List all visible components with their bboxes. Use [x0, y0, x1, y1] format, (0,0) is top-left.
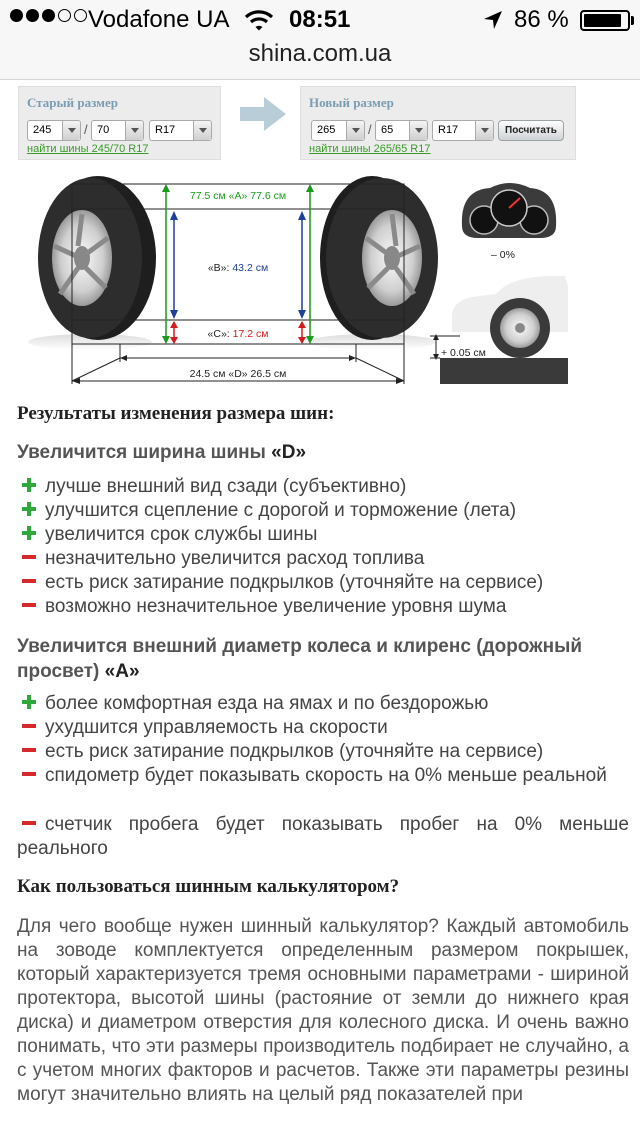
old-size-title: Старый размер	[27, 95, 119, 110]
dimension-c	[170, 321, 306, 344]
separator-slash: /	[368, 122, 372, 137]
car-clearance-image	[430, 276, 568, 384]
minus-icon	[17, 816, 45, 830]
minus-icon	[17, 719, 45, 733]
new-profile-select[interactable]	[375, 120, 428, 141]
list-item: счетчик пробега будет показывать пробег на 0% меньше реального	[17, 814, 629, 859]
speedometer-icon	[462, 183, 556, 238]
dimension-c-value: 17.2 см	[232, 328, 269, 340]
dimension-d	[72, 355, 404, 384]
list-item: спидометр будет показывать скорость на 0% меньше реальной	[17, 764, 629, 788]
minus-icon	[17, 743, 45, 757]
new-rim-value: R17	[438, 124, 459, 136]
find-old-tires-link[interactable]: найти шины 245/70 R17	[27, 143, 149, 155]
find-new-tires-link[interactable]: найти шины 265/65 R17	[309, 143, 431, 155]
howto-title: Как пользоваться шинным калькулятором?	[17, 876, 400, 897]
carrier-name: Vodafone UA	[88, 6, 230, 33]
plus-icon	[17, 695, 45, 709]
list-item: улучшится сцепление с дорогой и торможение (лета)	[17, 499, 629, 523]
speed-change-label: – 0%	[491, 249, 515, 261]
new-profile-value: 65	[381, 124, 394, 136]
new-size-panel	[300, 86, 576, 160]
minus-icon	[17, 767, 45, 781]
status-bar	[0, 0, 640, 40]
dimension-b-value: 43.2 см	[232, 262, 269, 274]
calculate-button[interactable]: Посчитать	[498, 120, 564, 141]
plus-icon	[17, 478, 45, 492]
list-item: более комфортная езда на ямах и по бездорожью	[17, 692, 629, 716]
list-item: лучше внешний вид сзади (субъективно)	[17, 475, 629, 499]
old-width-value: 245	[33, 124, 52, 136]
old-size-panel	[18, 86, 221, 160]
list-item: ухудшится управляемость на скорости	[17, 716, 629, 740]
new-width-value: 265	[317, 124, 336, 136]
dimension-b-label: «B»: 43.2 см	[207, 262, 269, 274]
section-heading-diameter: Увеличится внешний диаметр колеса и клиренс (дорожный просвет) «А»	[17, 636, 583, 682]
wifi-icon	[244, 8, 274, 39]
clearance-change-label: + 0.05 см	[441, 347, 486, 359]
minus-icon	[17, 574, 45, 588]
width-marker: «D»	[271, 442, 307, 463]
plus-icon	[17, 502, 45, 516]
minus-icon	[17, 550, 45, 564]
dimension-b	[170, 211, 306, 319]
list-item: есть риск затирание подкрылков (уточняйте на сервисе)	[17, 571, 629, 595]
old-rim-select[interactable]	[149, 120, 212, 141]
chevron-down-icon	[193, 121, 211, 140]
new-size-title: Новый размер	[309, 95, 394, 110]
list-item: незначительно увеличится расход топлива	[17, 547, 629, 571]
old-profile-value: 70	[97, 124, 110, 136]
clock: 08:51	[289, 6, 351, 33]
minus-icon	[17, 598, 45, 612]
address-bar[interactable]	[0, 40, 640, 80]
new-rim-select[interactable]	[432, 120, 494, 141]
chevron-down-icon	[346, 121, 364, 140]
old-width-select[interactable]	[27, 120, 81, 141]
list-item: есть риск затирание подкрылков (уточняйте на сервисе)	[17, 740, 629, 764]
battery-percent: 86 %	[514, 6, 569, 33]
signal-strength-icon	[10, 9, 87, 22]
tire-comparison-diagram	[20, 176, 620, 391]
diameter-marker: «А»	[104, 661, 140, 682]
howto-paragraph: Для чего вообще нужен шинный калькулятор? Каждый автомобиль на зоводе комплектуется определенным размером покрышек, который характеризуется тремя основными параметрами - шириной протектора, высотой шины (растояние от земли до нижнего края диска) и диаметром отверстия для колесного диска. И очень важно понимать, что эти размеры производитель подбирает не случайно, а с учетом многих факторов и расчетов. Также эти параметры резины могут значительно влиять на целый ряд показателей при	[17, 916, 629, 1105]
list-item: увеличится срок службы шины	[17, 523, 629, 547]
new-tire-image	[308, 176, 438, 350]
old-tire-image	[28, 176, 156, 350]
location-arrow-icon	[482, 9, 504, 38]
arrow-right-icon	[240, 97, 286, 136]
plus-icon	[17, 526, 45, 540]
old-profile-select[interactable]	[91, 120, 144, 141]
dimension-a-label: 77.5 см «А» 77.6 см	[189, 190, 287, 202]
battery-icon	[580, 10, 630, 31]
chevron-down-icon	[125, 121, 143, 140]
chevron-down-icon	[475, 121, 493, 140]
chevron-down-icon	[409, 121, 427, 140]
chevron-down-icon	[62, 121, 80, 140]
results-title: Результаты изменения размера шин:	[17, 403, 335, 424]
separator-slash: /	[84, 122, 88, 137]
old-rim-value: R17	[155, 124, 176, 136]
dimension-d-label: 24.5 см «D» 26.5 см	[189, 368, 287, 380]
battery-nub	[631, 16, 634, 25]
new-width-select[interactable]	[311, 120, 365, 141]
dimension-c-label: «C»: 17.2 см	[207, 328, 269, 340]
url-text[interactable]: shina.com.ua	[248, 40, 392, 67]
list-item: возможно незначительное увеличение уровня шума	[17, 595, 629, 619]
section-heading-width: Увеличится ширина шины «D»	[17, 442, 307, 463]
